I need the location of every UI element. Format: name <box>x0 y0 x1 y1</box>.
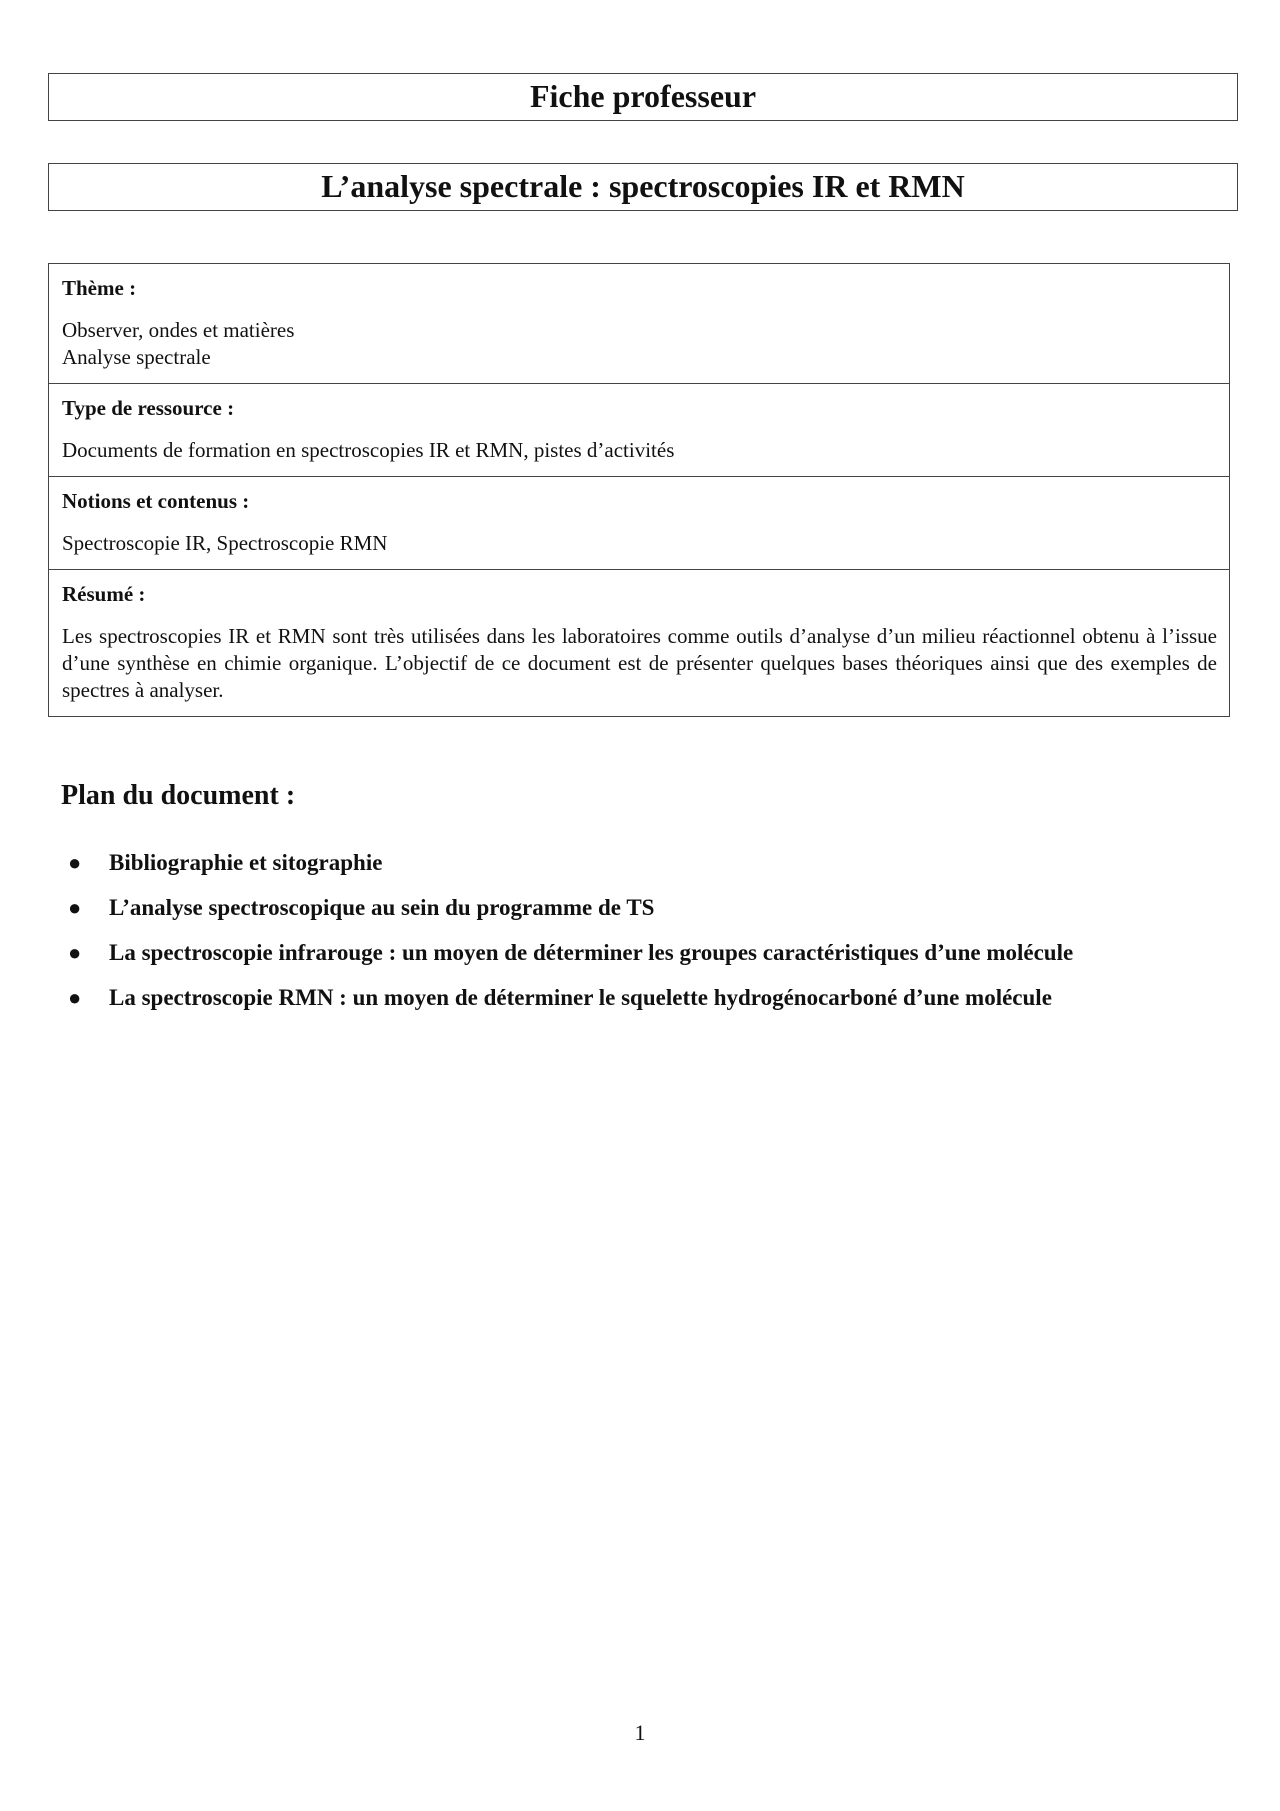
page-number: 1 <box>634 1720 646 1745</box>
list-item <box>68 983 1218 1028</box>
plan-item-text: L’analyse spectroscopique au sein du programme de TS <box>109 895 655 920</box>
notions-text: Spectroscopie IR, Spectroscopie RMN <box>62 531 388 555</box>
bullet-icon: ● <box>68 940 82 965</box>
info-table <box>48 263 1230 717</box>
summary-section <box>49 569 1229 716</box>
document-title: Fiche professeur <box>48 73 1238 121</box>
list-item <box>68 893 1218 938</box>
resource-type-label: Type de ressource : <box>62 396 235 420</box>
summary-text: Les spectroscopies IR et RMN sont très utilisées dans les laboratoires comme outils d’analyse d’un milieu réactionnel obtenu à l’issue d’une synthèse en chimie organique. L’objectif de ce document est de présenter quelques bases théoriques ainsi que des exemples de spectres à analyser. <box>62 624 1217 702</box>
list-item <box>68 848 1218 893</box>
theme-label: Thème : <box>62 276 137 300</box>
resource-type-section <box>49 383 1229 476</box>
document-subtitle: L’analyse spectrale : spectroscopies IR et RMN <box>48 163 1238 211</box>
notions-section <box>49 476 1229 569</box>
theme-line: Observer, ondes et matières <box>62 318 295 342</box>
plan-list <box>68 848 1218 1028</box>
plan-item-text: La spectroscopie RMN : un moyen de déterminer le squelette hydrogénocarboné d’une molécule <box>109 985 1052 1010</box>
resource-type-text: Documents de formation en spectroscopies IR et RMN, pistes d’activités <box>62 438 675 462</box>
plan-item-text: Bibliographie et sitographie <box>109 850 383 875</box>
list-item <box>68 938 1218 983</box>
summary-label: Résumé : <box>62 582 146 606</box>
bullet-icon: ● <box>68 895 82 920</box>
theme-section <box>49 264 1229 383</box>
bullet-icon: ● <box>68 850 82 875</box>
theme-line: Analyse spectrale <box>62 345 211 369</box>
bullet-icon: ● <box>68 985 82 1010</box>
plan-item-text: La spectroscopie infrarouge : un moyen de déterminer les groupes caractéristiques d’une molécule <box>109 940 1074 965</box>
plan-title: Plan du document : <box>61 780 296 811</box>
notions-label: Notions et contenus : <box>62 489 250 513</box>
